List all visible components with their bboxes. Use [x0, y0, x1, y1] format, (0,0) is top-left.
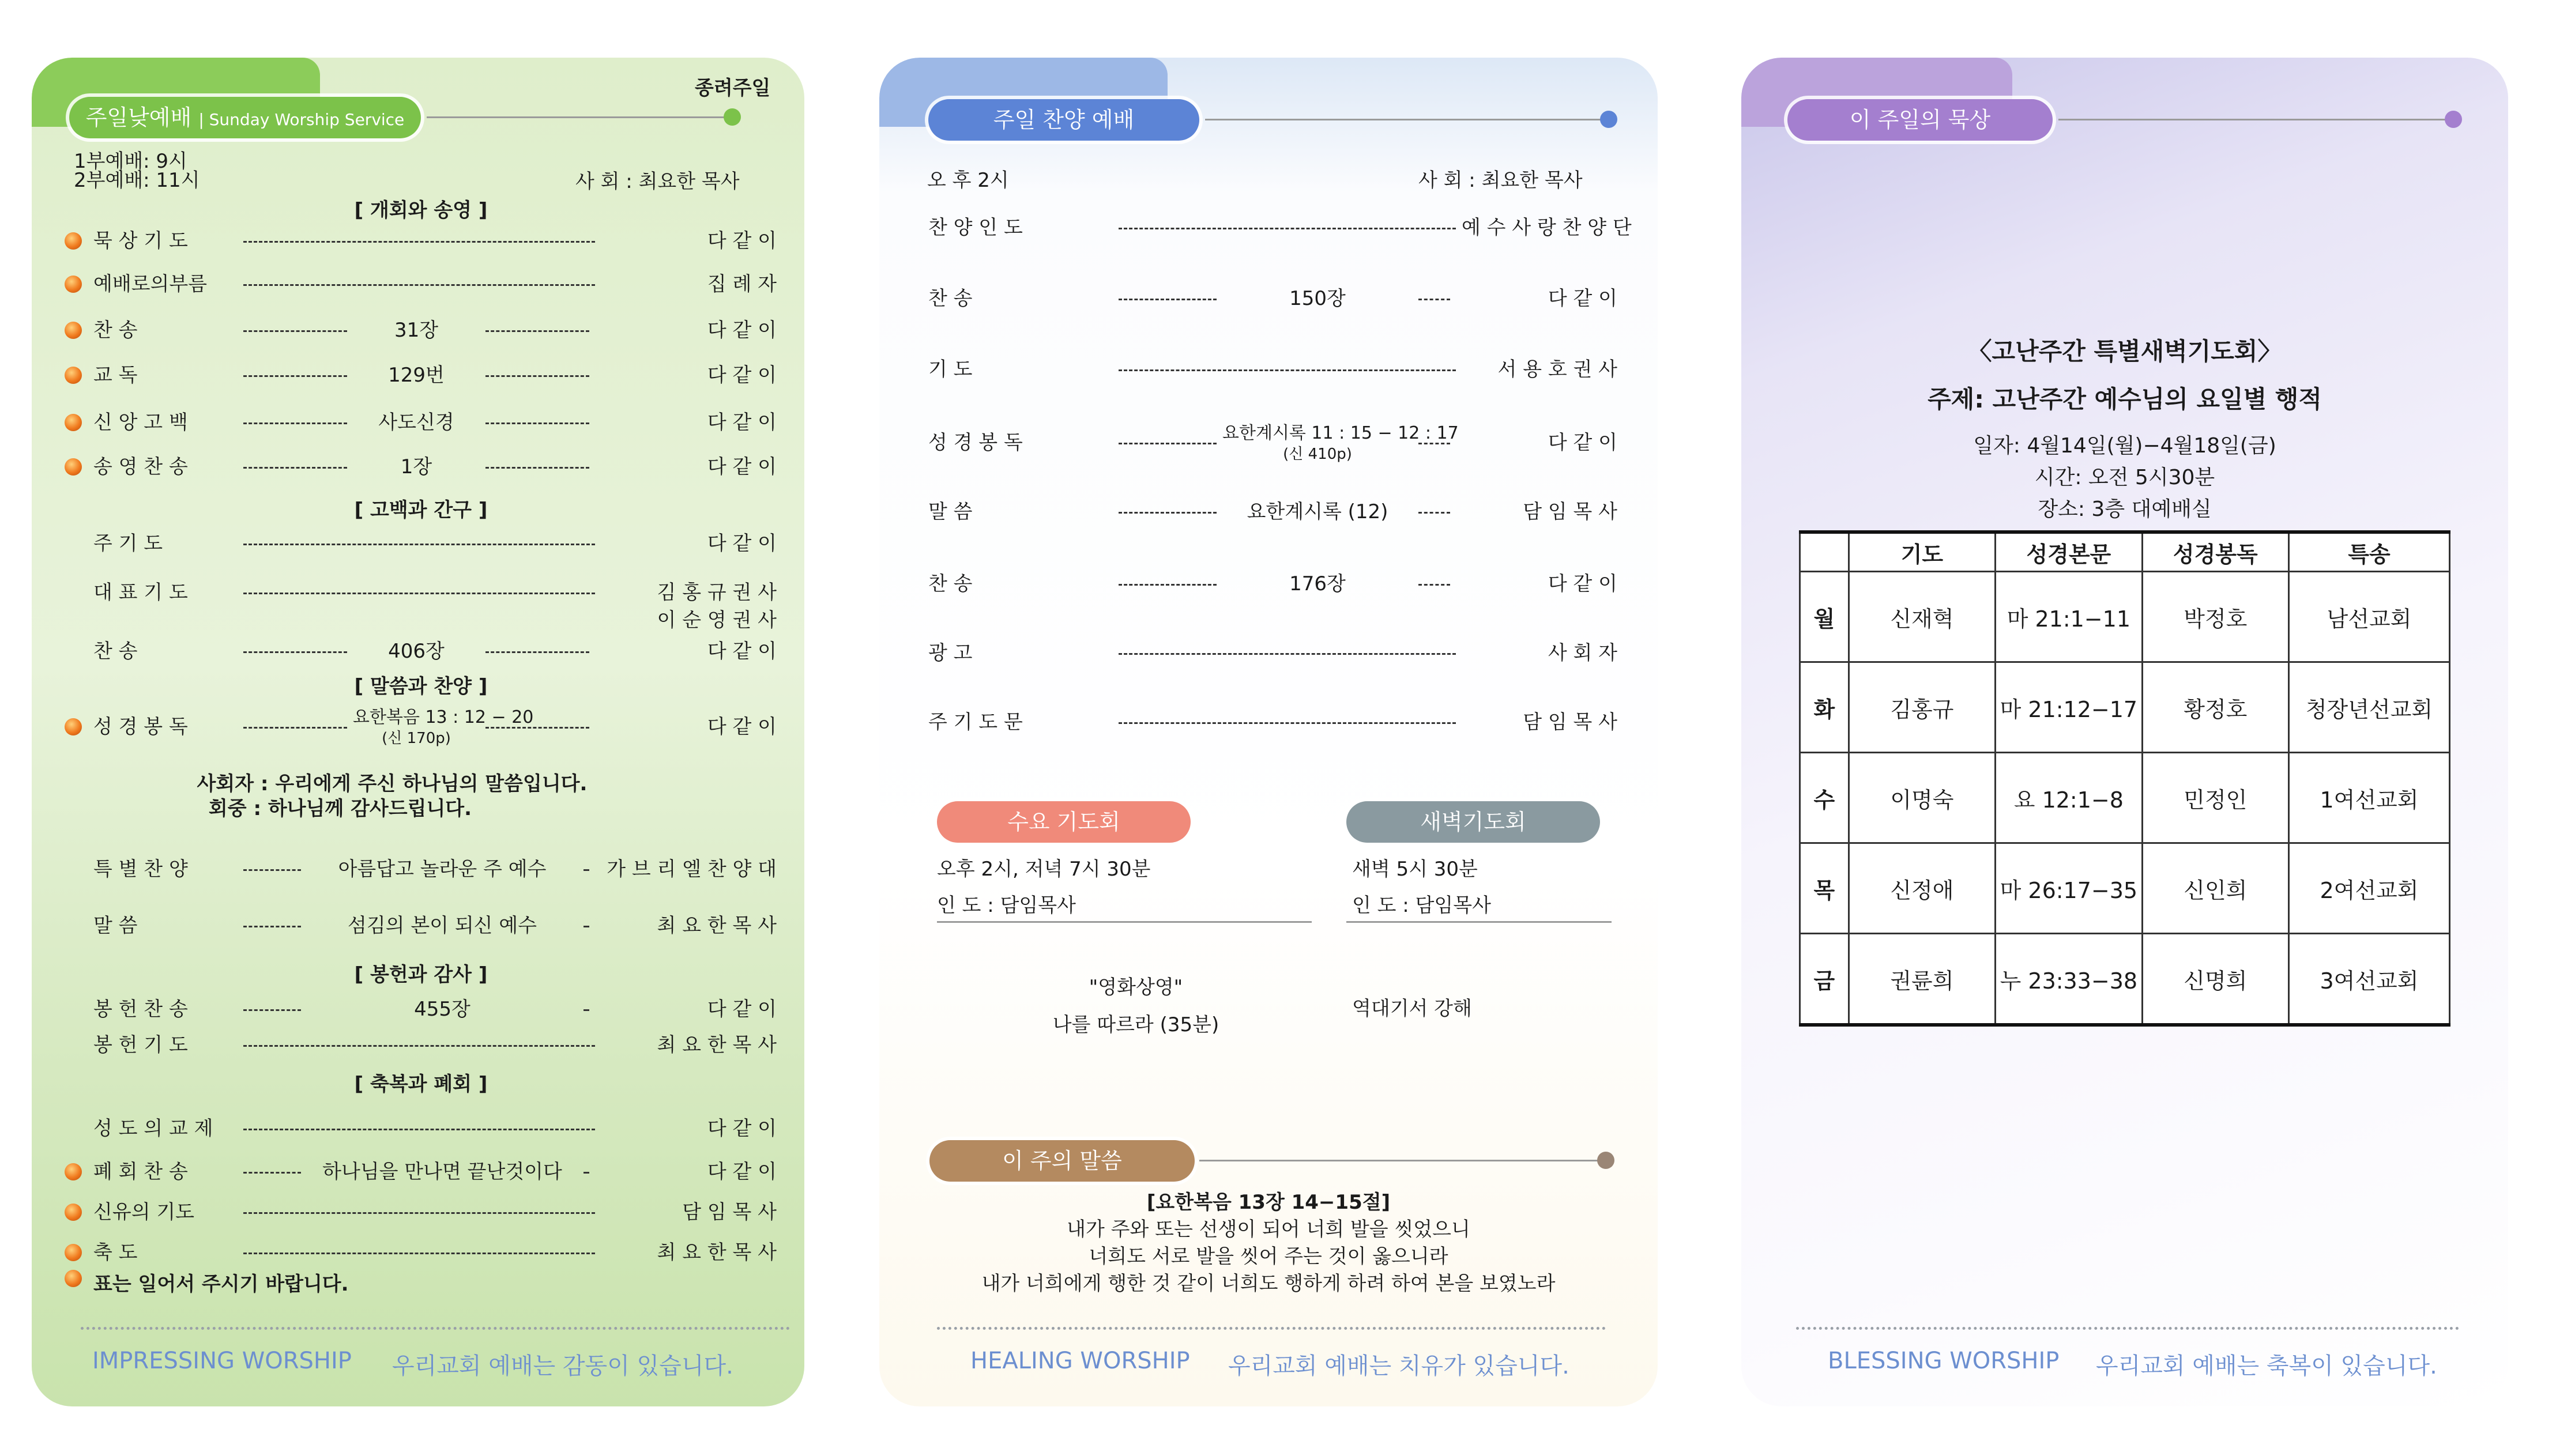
- leader-dash: [1119, 653, 1456, 655]
- badge-title: 주일 찬양 예배: [993, 107, 1135, 133]
- order-row: [65, 530, 777, 557]
- order-label: 특 별 찬 양: [93, 858, 188, 881]
- order-row: [65, 1159, 777, 1185]
- leader-dash: [1119, 369, 1456, 371]
- order-label: 찬 송: [93, 319, 138, 342]
- meditation-badge: [1787, 99, 2053, 141]
- leader-dash: [243, 284, 595, 286]
- prayer-meeting-place: 장소: 3층 대예배실: [2038, 497, 2212, 521]
- cell-prayer: 신정애: [1849, 843, 1995, 934]
- order-leader: 다 같 이: [707, 229, 777, 252]
- order-label: 성 경 봉 독: [93, 715, 188, 738]
- order-row: [65, 1115, 777, 1142]
- order-leader: 다 같 이: [707, 364, 777, 387]
- prayer-meeting-date: 일자: 4월14일(월)−4월18일(금): [1973, 434, 2276, 458]
- leader-dash: [1418, 443, 1450, 444]
- order-item: 섬김의 본이 되신 예수: [347, 914, 537, 937]
- cell-special-song: 2여선교회: [2288, 843, 2449, 934]
- leader-dash: [243, 651, 347, 653]
- order-label: 교 독: [93, 364, 138, 387]
- order-leader: 다 같 이: [1548, 287, 1617, 310]
- order-leader: 담 임 목 사: [1523, 711, 1617, 734]
- response-congregation: 회중 : 하나님께 감사드립니다.: [208, 797, 472, 820]
- leader-dash: [1119, 443, 1217, 444]
- order-row: [65, 638, 777, 665]
- cell-prayer: 신재혁: [1849, 572, 1995, 662]
- schedule-row: [1800, 843, 2450, 934]
- bullet-icon: [65, 1163, 82, 1180]
- order-item-page: (신 410p): [1283, 446, 1352, 463]
- order-leader: 다 같 이: [707, 1160, 777, 1183]
- schedule-row: [1800, 662, 2450, 753]
- order-label: 대 표 기 도: [93, 581, 188, 604]
- order-row: [65, 317, 777, 344]
- order-label: 신 앙 고 백: [93, 411, 188, 434]
- order-leader: 최 요 한 목 사: [657, 914, 777, 937]
- order-leader-2: 이 순 영 권 사: [657, 609, 777, 632]
- order-row: [65, 579, 777, 632]
- movie-title: 나를 따르라 (35분): [1052, 1013, 1219, 1036]
- response-presider: 사회자 : 우리에게 주신 하나님의 말씀입니다.: [197, 772, 588, 795]
- leader-dash: [1119, 512, 1217, 514]
- order-leader: 다 같 이: [707, 532, 777, 555]
- bullet-icon: [65, 1244, 82, 1261]
- leader-dash: [243, 423, 347, 424]
- schedule-table: [1799, 530, 2450, 1027]
- order-row: [65, 856, 777, 882]
- header-prayer: 기도: [1849, 532, 1995, 572]
- leader-dash: [243, 375, 347, 377]
- bullet-icon: [65, 718, 82, 735]
- stand-note: 표는 일어서 주시기 바랍니다.: [93, 1273, 349, 1296]
- order-item: 요한계시록 (12): [1247, 500, 1388, 523]
- order-item: 406장: [388, 640, 445, 663]
- leader-dash: [1119, 228, 1456, 229]
- section-opening: [ 개회와 송영 ]: [354, 199, 488, 222]
- bullet-icon: [65, 1270, 82, 1287]
- cell-reader: 신인희: [2142, 843, 2288, 934]
- leader-dash: [243, 544, 595, 545]
- badge-title: 이 주일의 묵상: [1849, 107, 1991, 133]
- order-row: [928, 640, 1617, 666]
- header-dot: [724, 108, 741, 126]
- header-dot: [2445, 111, 2462, 128]
- order-leader: 최 요 한 목 사: [657, 1241, 777, 1264]
- cell-day: 화: [1800, 662, 1849, 753]
- badge-subtitle: | Sunday Worship Service: [198, 110, 405, 129]
- sunday-worship-badge: [69, 97, 421, 138]
- schedule-row: [1800, 572, 2450, 662]
- cell-day: 월: [1800, 572, 1849, 662]
- section-word: [ 말씀과 찬양 ]: [354, 675, 488, 698]
- order-item: 사도신경: [378, 411, 454, 434]
- footer-en: HEALING WORSHIP: [970, 1348, 1190, 1374]
- order-row: [928, 356, 1617, 383]
- badge-title: 주일낮예배: [85, 105, 192, 130]
- dawn-time: 새벽 5시 30분: [1352, 858, 1478, 881]
- leader-dash: [243, 727, 347, 729]
- verse-rule: [1199, 1160, 1603, 1161]
- prayer-meeting-title: 〈고난주간 특별새벽기도회〉: [1967, 337, 2282, 365]
- order-label: 봉 헌 기 도: [93, 1033, 188, 1057]
- order-label: 봉 헌 찬 송: [93, 998, 188, 1021]
- order-row: [928, 423, 1617, 463]
- header-day: [1800, 532, 1849, 572]
- leader-dash: [1119, 584, 1217, 586]
- leader-dash: [584, 926, 589, 927]
- verse-line-3: 내가 너희에게 행한 것 같이 너희도 행하게 하려 하여 본을 보였노라: [981, 1272, 1556, 1295]
- cell-scripture: 마 26:17−35: [1995, 843, 2142, 934]
- order-item: 455장: [414, 998, 470, 1021]
- dawn-study: 역대기서 강해: [1352, 997, 1472, 1020]
- order-leader: 다 같 이: [707, 411, 777, 434]
- leader-dash: [243, 1172, 301, 1174]
- verse-reference: [요한복음 13장 14−15절]: [1146, 1191, 1391, 1214]
- leader-dash: [243, 1129, 595, 1130]
- dawn-rule: [1346, 921, 1612, 923]
- order-leader: 다 같 이: [707, 640, 777, 663]
- order-label: 말 씀: [928, 500, 973, 523]
- bullet-icon: [65, 367, 82, 384]
- order-item: 129번: [388, 364, 445, 387]
- leader-dash: [243, 1212, 595, 1214]
- prayer-meeting-theme: 주제: 고난주간 예수님의 요일별 행적: [1928, 385, 2322, 413]
- order-leader: 집 례 자: [707, 273, 777, 296]
- header-rule: [1205, 119, 1609, 120]
- leader-dash: [243, 593, 595, 594]
- badge-title: 새벽기도회: [1420, 809, 1526, 835]
- order-label: 묵 상 기 도: [93, 229, 188, 252]
- order-row: [65, 1032, 777, 1058]
- cell-day: 금: [1800, 934, 1849, 1025]
- order-row: [928, 285, 1617, 312]
- leader-dash: [485, 727, 589, 729]
- section-closing: [ 축복과 폐회 ]: [354, 1073, 488, 1096]
- leader-dash: [243, 926, 301, 927]
- order-row: [65, 454, 777, 480]
- order-item-page: (신 170p): [382, 730, 451, 747]
- leader-dash: [1119, 299, 1217, 300]
- order-leader: 서 용 호 권 사: [1497, 358, 1617, 381]
- cell-day: 목: [1800, 843, 1849, 934]
- bullet-icon: [65, 276, 82, 293]
- presider: 사 회 : 최요한 목사: [1418, 169, 1583, 192]
- cell-special-song: 1여선교회: [2288, 753, 2449, 843]
- leader-dash: [243, 467, 347, 469]
- footer-ko: 우리교회 예배는 감동이 있습니다.: [392, 1353, 733, 1379]
- order-leader: 사 회 자: [1548, 642, 1617, 665]
- schedule-header-row: [1800, 532, 2450, 572]
- schedule-row: [1800, 753, 2450, 843]
- footer-en: BLESSING WORSHIP: [1828, 1348, 2060, 1374]
- order-label: 송 영 찬 송: [93, 455, 188, 478]
- bullet-icon: [65, 414, 82, 431]
- order-leader: 다 같 이: [1548, 572, 1617, 595]
- order-label: 광 고: [928, 642, 973, 665]
- cell-reader: 민정인: [2142, 753, 2288, 843]
- leader-dash: [243, 1253, 595, 1254]
- order-row: [65, 362, 777, 388]
- cell-reader: 황정호: [2142, 662, 2288, 753]
- order-leader: 담 임 목 사: [682, 1201, 777, 1224]
- order-leader: 가 브 리 엘 찬 양 대: [607, 858, 777, 881]
- order-leader: 다 같 이: [707, 319, 777, 342]
- order-item: 아름답고 놀라운 주 예수: [338, 858, 547, 881]
- order-row: [65, 707, 777, 747]
- footer-ko: 우리교회 예배는 축복이 있습니다.: [2096, 1353, 2437, 1379]
- footer-divider: [1796, 1327, 2459, 1330]
- order-row: [65, 1199, 777, 1225]
- service-time-2: 2부예배: 11시: [74, 169, 200, 192]
- cell-reader: 박정호: [2142, 572, 2288, 662]
- leader-dash: [243, 869, 301, 871]
- weekly-verse-badge: [929, 1140, 1195, 1182]
- order-leader: 최 요 한 목 사: [657, 1033, 777, 1057]
- wednesday-prayer-badge: [937, 801, 1191, 843]
- schedule-body: [1800, 572, 2450, 1025]
- order-label: 찬 송: [93, 640, 138, 663]
- header-rule: [2058, 119, 2450, 120]
- wednesday-leader: 인 도 : 담임목사: [937, 894, 1076, 917]
- leader-dash: [243, 1009, 301, 1011]
- header-dot: [1600, 111, 1617, 128]
- order-label: 찬 송: [928, 287, 973, 310]
- order-label: 기 도: [928, 358, 973, 381]
- cell-scripture: 누 23:33−38: [1995, 934, 2142, 1025]
- leader-dash: [1119, 722, 1456, 724]
- order-row: [65, 912, 777, 939]
- header-scripture: 성경본문: [1995, 532, 2142, 572]
- order-label: 찬 양 인 도: [928, 216, 1023, 239]
- order-item: 150장: [1289, 287, 1346, 310]
- order-leader: 담 임 목 사: [1523, 500, 1617, 523]
- order-row: [928, 709, 1617, 735]
- order-leader: 다 같 이: [707, 715, 777, 738]
- order-row: [928, 499, 1617, 525]
- order-label: 찬 송: [928, 572, 973, 595]
- order-row: [65, 271, 777, 297]
- schedule-row: [1800, 934, 2450, 1025]
- cell-day: 수: [1800, 753, 1849, 843]
- section-confession: [ 고백과 간구 ]: [354, 499, 488, 522]
- cell-special-song: 남선교회: [2288, 572, 2449, 662]
- leader-dash: [584, 869, 589, 871]
- order-item: 하나님을 만나면 끝난것이다: [322, 1160, 562, 1183]
- order-item: 1장: [400, 455, 432, 478]
- order-label: 예배로의부름: [93, 273, 208, 296]
- header-reader: 성경봉독: [2142, 532, 2288, 572]
- cell-special-song: 청장년선교회: [2288, 662, 2449, 753]
- order-label: 폐 회 찬 송: [93, 1160, 188, 1183]
- order-label: 말 씀: [93, 914, 138, 937]
- order-label: 신유의 기도: [93, 1201, 195, 1224]
- order-row: [928, 214, 1632, 241]
- service-time-1: 1부예배: 9시: [74, 150, 187, 173]
- prayer-meeting-time: 시간: 오전 5시30분: [2034, 466, 2215, 489]
- leader-dash: [243, 330, 347, 332]
- header-special-song: 특송: [2288, 532, 2449, 572]
- order-label: 성 경 봉 독: [928, 431, 1023, 454]
- order-item: 31장: [394, 319, 439, 342]
- cell-scripture: 마 21:12−17: [1995, 662, 2142, 753]
- order-row: [65, 996, 777, 1023]
- order-row: [928, 571, 1617, 597]
- order-leader: 김 홍 규 권 사: [657, 581, 777, 604]
- leader-dash: [584, 1172, 589, 1174]
- verse-dot: [1597, 1152, 1614, 1169]
- order-row: [65, 1239, 777, 1266]
- leader-dash: [1418, 512, 1450, 514]
- cell-prayer: 권륜희: [1849, 934, 1995, 1025]
- order-leader: 예 수 사 랑 찬 양 단: [1462, 216, 1632, 239]
- order-label: 주 기 도: [93, 532, 163, 555]
- order-item: 요한계시록 11 : 15 − 12 : 17: [1222, 423, 1459, 443]
- bullet-icon: [65, 322, 82, 339]
- wednesday-times: 오후 2시, 저녁 7시 30분: [937, 858, 1151, 881]
- presider: 사 회 : 최요한 목사: [575, 170, 740, 193]
- badge-title: 수요 기도회: [1007, 809, 1120, 835]
- footer-divider: [81, 1327, 790, 1330]
- cell-reader: 신명희: [2142, 934, 2288, 1025]
- order-row: [65, 228, 777, 254]
- cell-prayer: 김홍규: [1849, 662, 1995, 753]
- order-label: 주 기 도 문: [928, 711, 1023, 734]
- order-item: 요한복음 13 : 12 − 20: [353, 707, 534, 727]
- service-time: 오 후 2시: [927, 169, 1009, 192]
- leader-dash: [485, 375, 589, 377]
- order-label: 성 도 의 교 제: [93, 1117, 213, 1140]
- order-row: [65, 409, 777, 436]
- header-rule: [427, 116, 732, 118]
- praise-worship-badge: [928, 99, 1199, 141]
- verse-line-2: 너희도 서로 발을 씻어 주는 것이 옳으니라: [1089, 1245, 1448, 1268]
- leader-dash: [243, 1045, 595, 1047]
- badge-title: 이 주의 말씀: [1002, 1148, 1122, 1174]
- leader-dash: [1418, 299, 1450, 300]
- leader-dash: [243, 241, 595, 243]
- order-label: 축 도: [93, 1241, 138, 1264]
- order-item: 176장: [1289, 572, 1346, 595]
- order-leader: 다 같 이: [707, 1117, 777, 1140]
- palm-sunday-label: 종려주일: [695, 77, 771, 100]
- footer-en: IMPRESSING WORSHIP: [92, 1348, 352, 1374]
- bullet-icon: [65, 1204, 82, 1221]
- cell-scripture: 요 12:1−8: [1995, 753, 2142, 843]
- leader-dash: [485, 423, 589, 424]
- dawn-prayer-badge: [1346, 801, 1600, 843]
- bullet-icon: [65, 232, 82, 250]
- wednesday-rule: [937, 921, 1312, 923]
- cell-special-song: 3여선교회: [2288, 934, 2449, 1025]
- verse-line-1: 내가 주와 또는 선생이 되어 너희 발을 씻었으니: [1067, 1218, 1470, 1241]
- leader-dash: [1418, 584, 1450, 586]
- leader-dash: [485, 330, 589, 332]
- order-leader: 다 같 이: [707, 998, 777, 1021]
- leader-dash: [485, 467, 589, 469]
- cell-scripture: 마 21:1−11: [1995, 572, 2142, 662]
- footer-divider: [937, 1327, 1606, 1330]
- cell-prayer: 이명숙: [1849, 753, 1995, 843]
- order-leader: 다 같 이: [707, 455, 777, 478]
- leader-dash: [584, 1009, 589, 1011]
- order-leader: 다 같 이: [1548, 431, 1617, 454]
- bullet-icon: [65, 458, 82, 476]
- footer-ko: 우리교회 예배는 치유가 있습니다.: [1228, 1353, 1569, 1379]
- leader-dash: [485, 651, 589, 653]
- section-offering: [ 봉헌과 감사 ]: [354, 963, 488, 986]
- movie-label: "영화상영": [1089, 976, 1183, 999]
- dawn-leader: 인 도 : 담임목사: [1352, 894, 1491, 917]
